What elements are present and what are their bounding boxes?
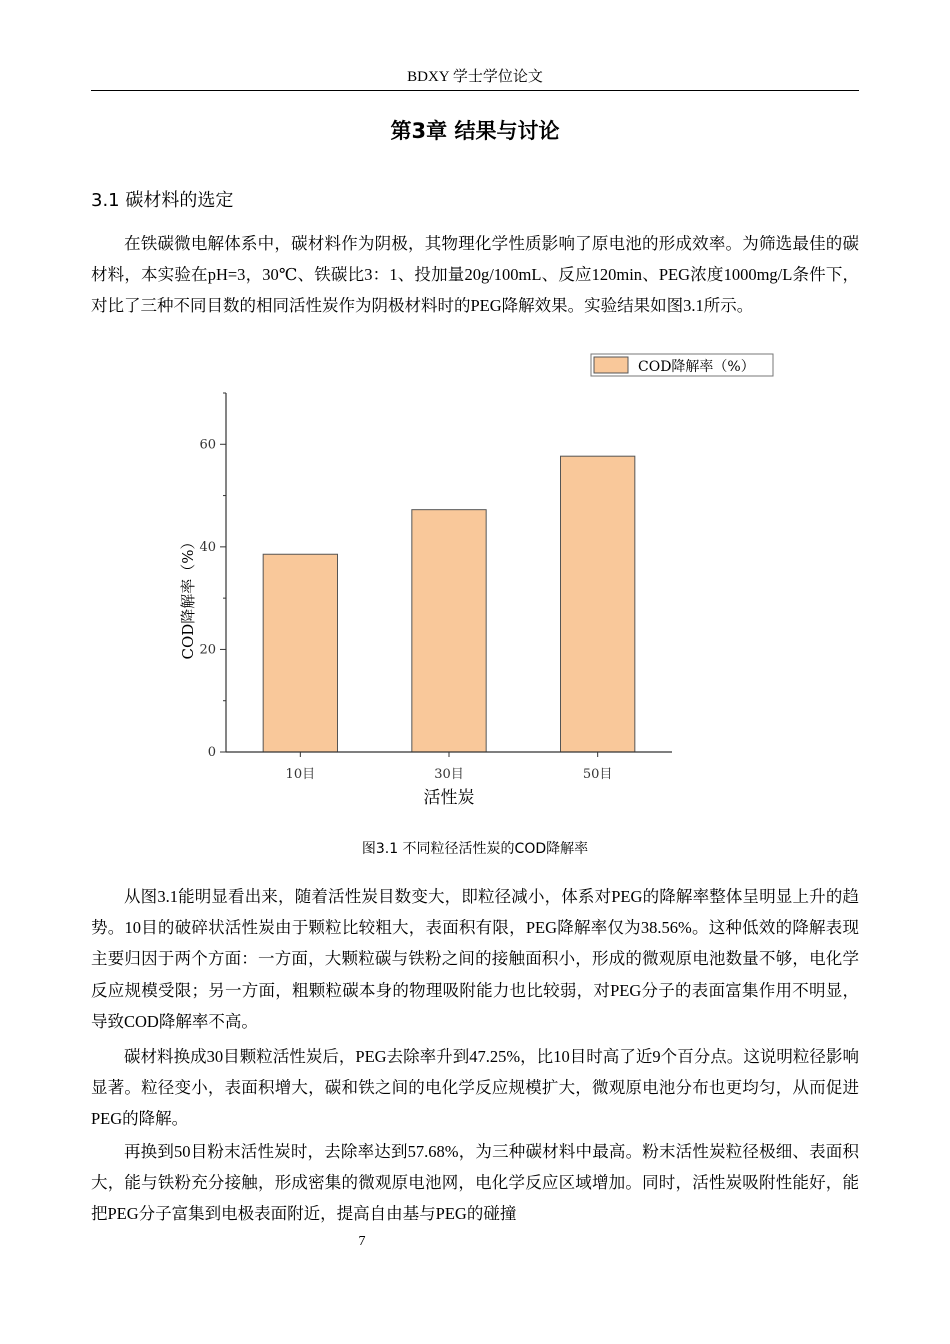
y-tick-label: 20 [199, 642, 216, 658]
bars [263, 456, 635, 752]
section-title: 3.1 碳材料的选定 [91, 190, 234, 211]
paragraph-intro: 在铁碳微电解体系中，碳材料作为阴极，其物理化学性质影响了原电池的形成效率。为筛选最佳的碳材料，本实验在pH=3，30℃、铁碳比3：1、投加量20g/100mL、反应120min、PEG浓度1000mg/L条件下，对比了三种不同目数的相同活性炭作为阴极材料时的PEG降解效果。实验结果如图3.1所示。 [91, 234, 859, 316]
figure-chart [170, 348, 790, 818]
bar-2 [561, 456, 635, 752]
paragraph-analysis-30mesh: 碳材料换成30目颗粒活性炭后，PEG去除率升到47.25%，比10目时高了近9个百分点。这说明粒径影响显著。粒径变小，表面积增大，碳和铁之间的电化学反应规模扩大，微观原电池分布也更均匀，从而促进PEG的降解。 [91, 1047, 859, 1129]
bar-1 [412, 510, 486, 752]
bar-0 [263, 554, 337, 752]
x-tick-label: 50目 [582, 767, 613, 782]
x-axis-label: 活性炭 [423, 788, 475, 808]
bar-chart [170, 348, 790, 818]
x-tick-label: 10目 [285, 767, 316, 782]
x-tick-label: 30目 [434, 767, 464, 782]
page-number: 7 [358, 1234, 366, 1249]
paragraph-analysis-10mesh: 从图3.1能明显看出来，随着活性炭目数变大，即粒径减小，体系对PEG的降解率整体呈明显上升的趋势。10目的破碎状活性炭由于颗粒比较粗大，表面积有限，PEG降解率仅为38.56%。这种低效的降解表现主要归因于两个方面：一方面，大颗粒碳与铁粉之间的接触面积小，形成的微观原电池数量不够，电化学反应规模受限；另一方面，粗颗粒碳本身的物理吸附能力也比较弱，对PEG分子的表面富集作用不明显，导致COD降解率不高。 [91, 887, 859, 1031]
figure-caption: 图3.1 不同粒径活性炭的COD降解率 [361, 841, 589, 857]
chart-legend [591, 354, 773, 376]
paragraph-analysis-50mesh: 再换到50目粉末活性炭时，去除率达到57.68%，为三种碳材料中最高。粉末活性炭粒径极细、表面积大，能与铁粉充分接触，形成密集的微观原电池网，电化学反应区域增加。同时，活性炭吸附性能好，能把PEG分子富集到电极表面附近，提高自由基与PEG的碰撞 [91, 1142, 859, 1224]
legend-label: COD降解率（%） [638, 359, 755, 375]
header-rule [91, 90, 859, 91]
y-tick-label: 60 [199, 437, 216, 453]
y-axis-label: COD降解率（%） [179, 534, 197, 660]
legend-swatch [594, 357, 628, 373]
y-tick-label: 40 [199, 539, 216, 555]
page-header: BDXY 学士学位论文 [407, 69, 543, 85]
chapter-title: 第3章 结果与讨论 [390, 119, 560, 143]
y-tick-label: 0 [207, 745, 216, 760]
